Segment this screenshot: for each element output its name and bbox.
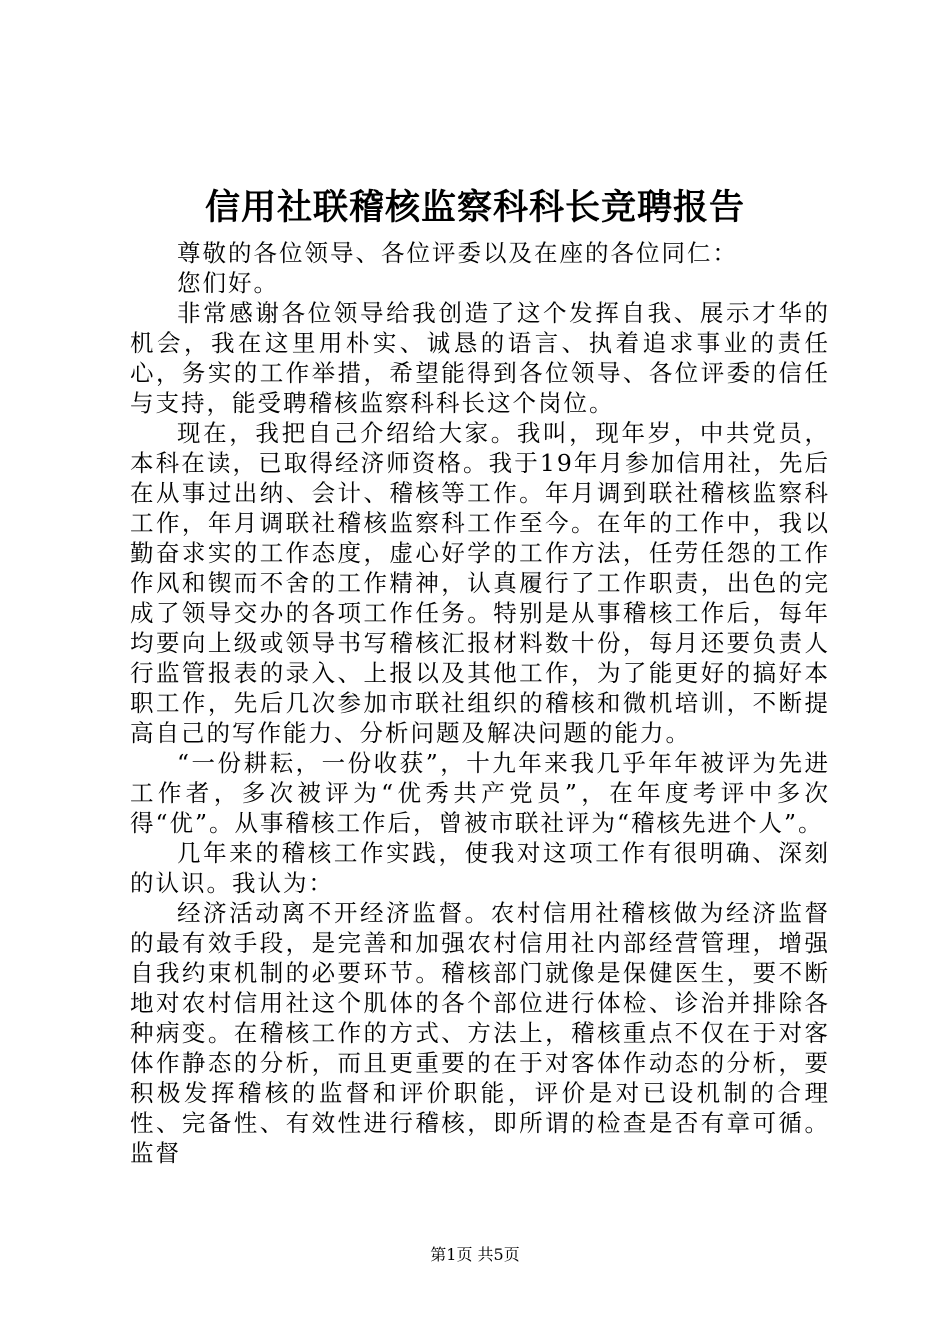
thanks-paragraph: 非常感谢各位领导给我创造了这个发挥自我、展示才华的机会，我在这里用朴实、诚恳的语言、执着追求事业的责任心，务实的工作举措，希望能得到各位领导、各位评委的信任与支持，能受聘稽核监察科科长这个岗位。 — [130, 299, 830, 417]
self-introduction-paragraph: 现在，我把自己介绍给大家。我叫，现年岁，中共党员，本科在读，已取得经济师资格。我于19年月参加信用社，先后在从事过出纳、会计、稽核等工作。年月调到联社稽核监察科工作，年月调联社稽核监察科工作至今。在年的工作中，我以勤奋求实的工作态度，虚心好学的工作方法，任劳任怨的工作作风和锲而不舍的工作精神，认真履行了工作职责，出色的完成了领导交办的各项工作任务。特别是从事稽核工作后，每年均要向上级或领导书写稽核汇报材料数十份，每月还要负责人行监管报表的录入、上报以及其他工作，为了能更好的搞好本职工作，先后几次参加市联社组织的稽核和微机培训，不断提高自己的写作能力、分析问题及解决问题的能力。 — [130, 419, 830, 747]
document-body — [130, 238, 830, 1168]
page-number-footer: 第1页 共5页 — [430, 1245, 520, 1264]
greeting-paragraph: 尊敬的各位领导、各位评委以及在座的各位同仁： — [177, 239, 738, 267]
achievements-paragraph: “一份耕耘，一份收获”，十九年来我几乎年年被评为先进工作者，多次被评为“优秀共产党员”，在年度考评中多次得“优”。从事稽核工作后，曾被市联社评为“稽核先进个人”。 — [130, 749, 830, 837]
document-title: 信用社联稽核监察科科长竞聘报告 — [204, 187, 745, 228]
understanding-intro-paragraph: 几年来的稽核工作实践，使我对这项工作有很明确、深刻的认识。我认为： — [130, 839, 830, 897]
salutation-paragraph: 您们好。 — [177, 269, 279, 297]
audit-role-paragraph: 经济活动离不开经济监督。农村信用社稽核做为经济监督的最有效手段，是完善和加强农村信用社内部经营管理，增强自我约束机制的必要环节。稽核部门就像是保健医生，要不断地对农村信用社这个肌体的各个部位进行体检、诊治并排除各种病变。在稽核工作的方式、方法上，稽核重点不仅在于对客体作静态的分析，而且更重要的在于对客体作动态的分析，要积极发挥稽核的监督和评价职能，评价是对已设机制的合理性、完备性、有效性进行稽核，即所谓的检查是否有章可循。监督 — [130, 899, 830, 1167]
